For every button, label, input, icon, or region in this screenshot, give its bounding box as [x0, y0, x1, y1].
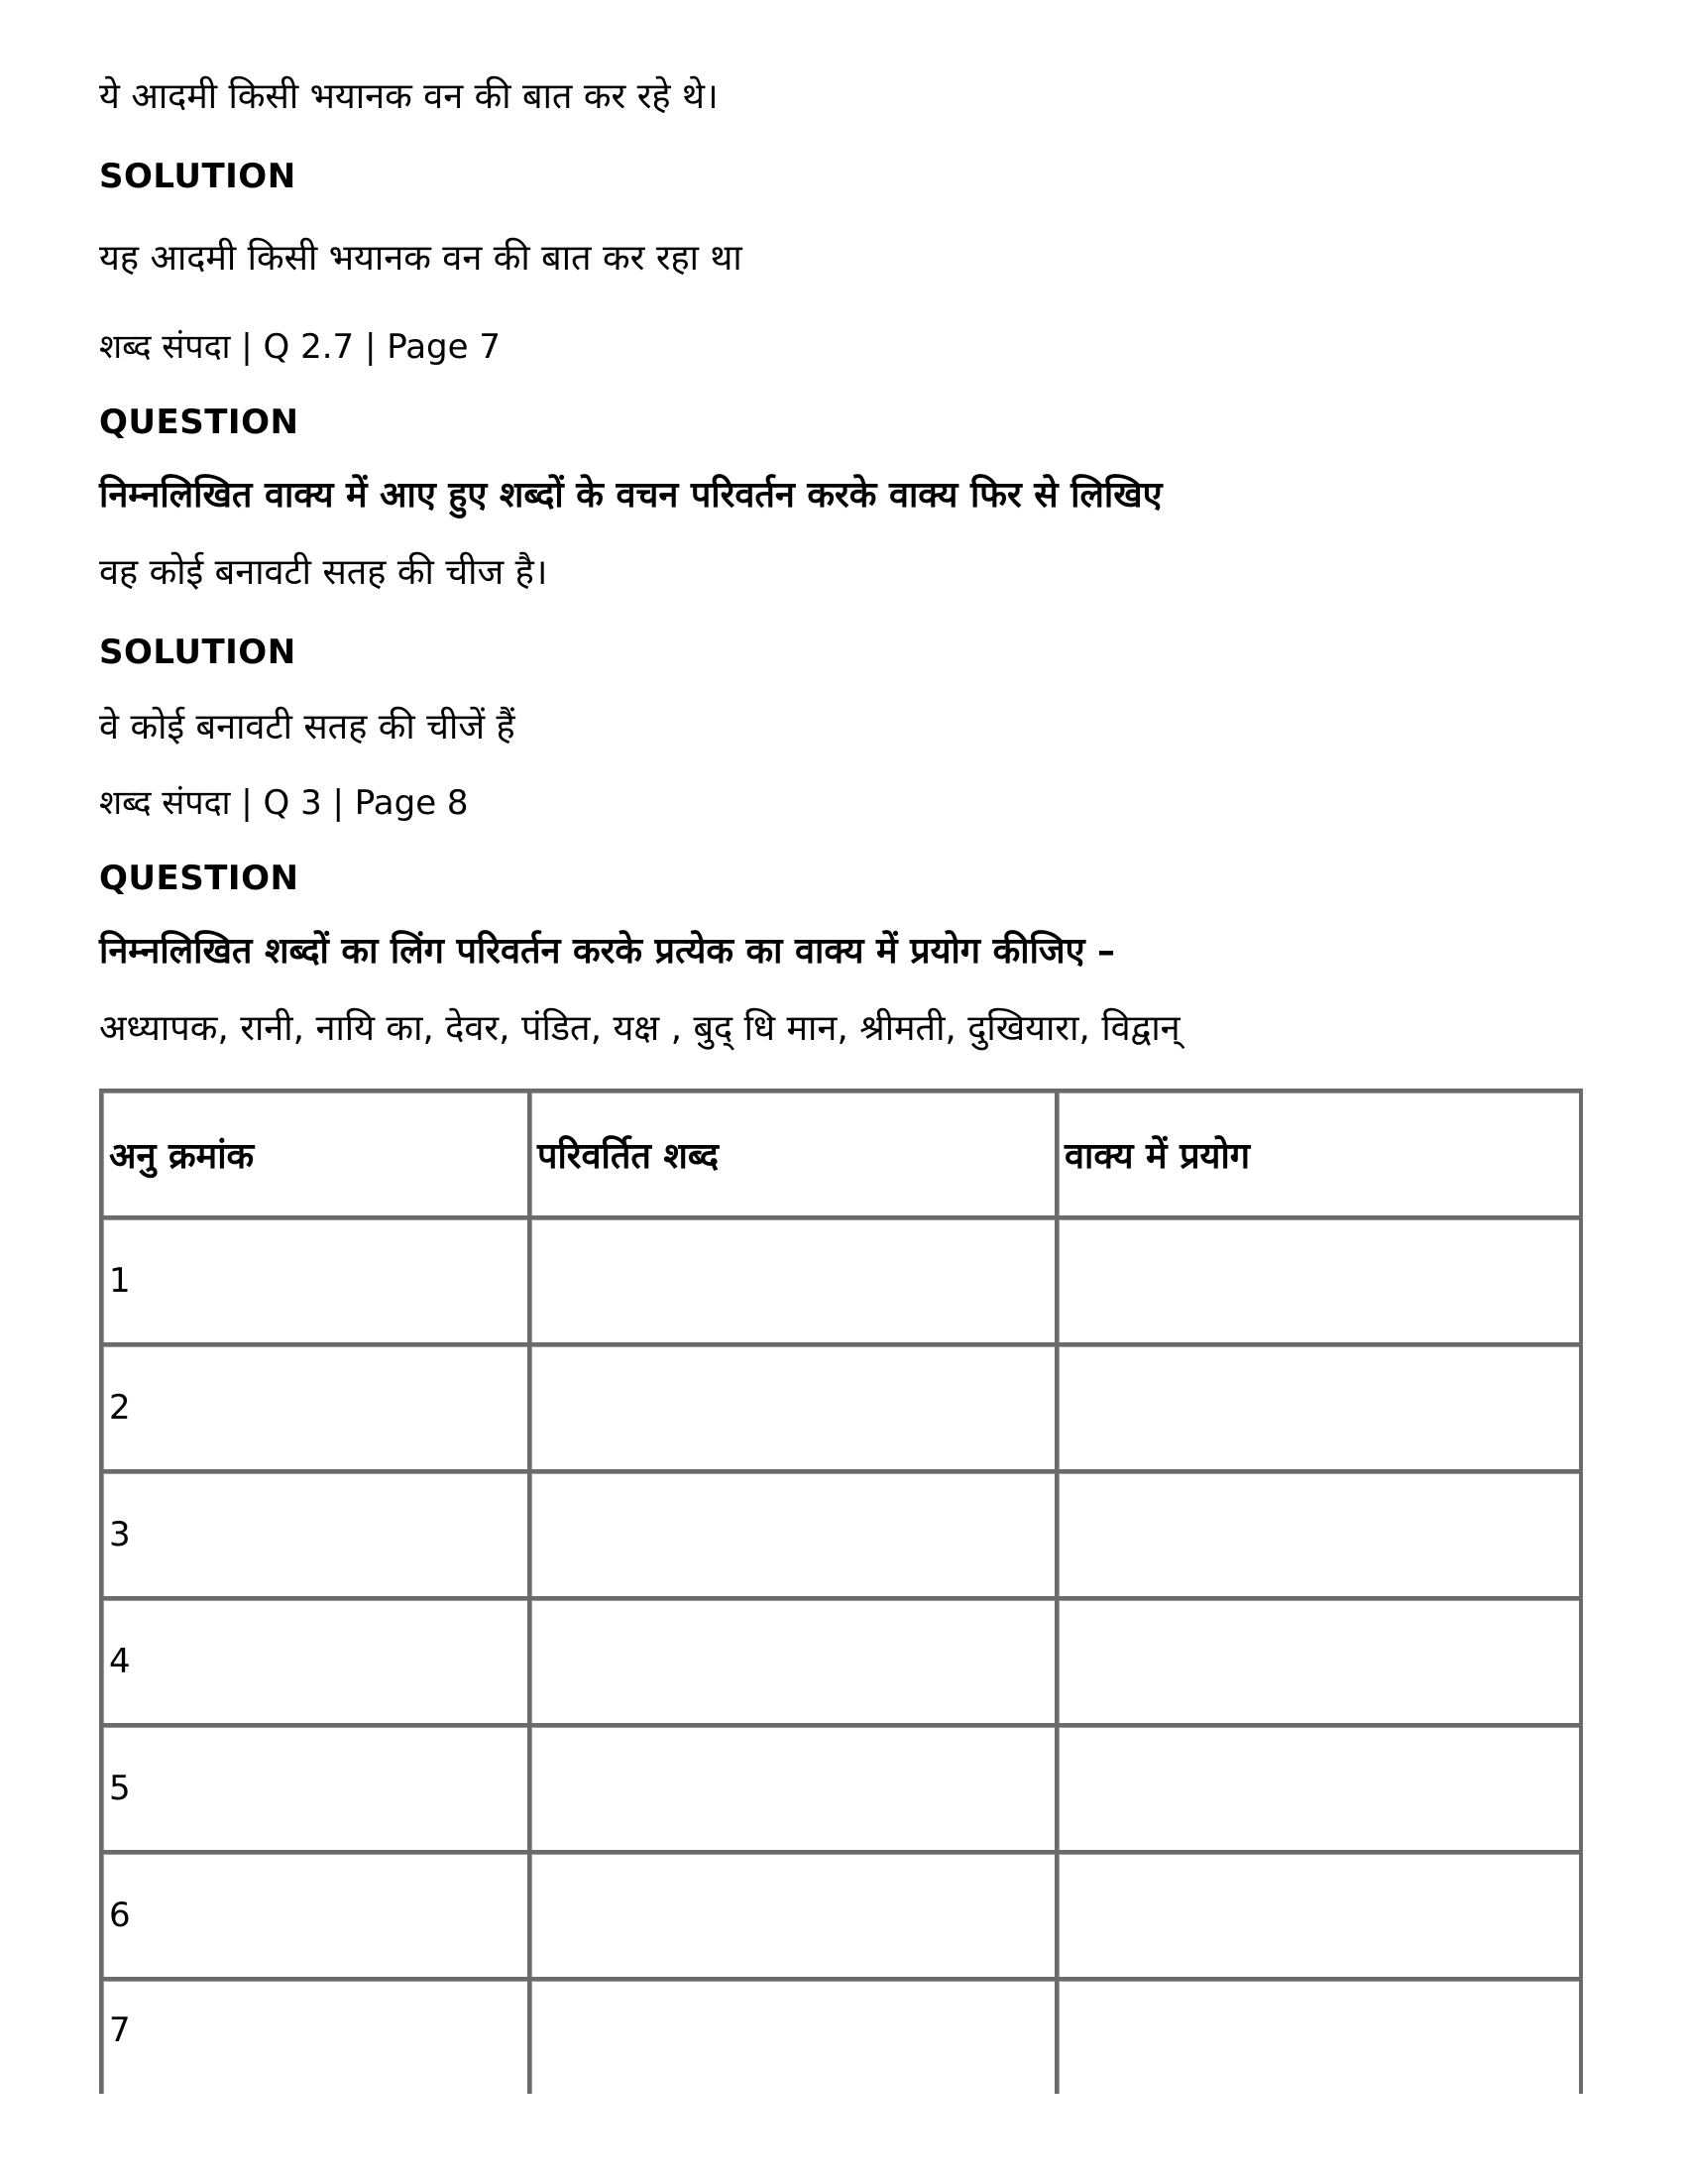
- table-row: [103, 1981, 1579, 2094]
- table-row: [103, 1346, 1579, 1473]
- table-cell-changed-word: [531, 1346, 1059, 1473]
- table-cell-changed-word: [531, 1854, 1059, 1981]
- original-sentence: ये आदमी किसी भयानक वन की बात कर रहे थे।: [99, 76, 719, 117]
- table-cell-sentence-usage: [1059, 1727, 1579, 1854]
- table-cell-sentence-usage: [1059, 1473, 1579, 1600]
- table-row: [103, 1473, 1579, 1600]
- answer-table: [99, 1089, 1583, 2094]
- table-cell-serial: 7: [103, 1981, 531, 2094]
- solution-answer: यह आदमी किसी भयानक वन की बात कर रहा था: [99, 238, 742, 279]
- table-cell-changed-word: [531, 1219, 1059, 1346]
- table-cell-sentence-usage: [1059, 1854, 1579, 1981]
- table-cell-serial: 6: [103, 1854, 531, 1981]
- question-reference: शब्द संपदा | Q 3 | Page 8: [99, 783, 469, 823]
- table-cell-serial: 5: [103, 1727, 531, 1854]
- table-cell-serial: 3: [103, 1473, 531, 1600]
- question-prompt: निम्नलिखित शब्दों का लिंग परिवर्तन करके प्रत्येक का वाक्य में प्रयोग कीजिए –: [99, 931, 1116, 972]
- word-list: अध्यापक, रानी, नायि का, देवर, पंडित, यक्ष , बुद्‍ धि मान, श्रीमती, दुखियारा, विद्वान्: [99, 1008, 1181, 1049]
- column-header-changed-word: परिवर्तित शब्द: [531, 1092, 1059, 1219]
- solution-heading: SOLUTION: [99, 157, 296, 196]
- table-cell-serial: 2: [103, 1346, 531, 1473]
- table-cell-changed-word: [531, 1600, 1059, 1727]
- question-heading: QUESTION: [99, 402, 299, 442]
- table-cell-changed-word: [531, 1473, 1059, 1600]
- table-cell-sentence-usage: [1059, 1346, 1579, 1473]
- table-cell-changed-word: [531, 1727, 1059, 1854]
- table-cell-serial: 4: [103, 1600, 531, 1727]
- question-sentence: वह कोई बनावटी सतह की चीज है।: [99, 552, 548, 593]
- table-row: [103, 1600, 1579, 1727]
- question-heading: QUESTION: [99, 859, 299, 898]
- solution-heading: SOLUTION: [99, 632, 296, 672]
- table-row: [103, 1854, 1579, 1981]
- table-cell-sentence-usage: [1059, 1981, 1579, 2094]
- table-header-row: [103, 1092, 1579, 1219]
- column-header-sentence-usage: वाक्य में प्रयोग: [1059, 1092, 1579, 1219]
- question-prompt: निम्नलिखित वाक्य में आए हुए शब्दों के वचन परिवर्तन करके वाक्य फिर से लिखिए: [99, 475, 1163, 516]
- table-cell-sentence-usage: [1059, 1219, 1579, 1346]
- table-cell-serial: 1: [103, 1219, 531, 1346]
- table-row: [103, 1219, 1579, 1346]
- question-reference: शब्द संपदा | Q 2.7 | Page 7: [99, 327, 501, 367]
- table-cell-changed-word: [531, 1981, 1059, 2094]
- table-cell-sentence-usage: [1059, 1600, 1579, 1727]
- column-header-serial: अनु क्रमांक: [103, 1092, 531, 1219]
- solution-answer: वे कोई बनावटी सतह की चीजें हैं: [99, 707, 515, 747]
- table-row: [103, 1727, 1579, 1854]
